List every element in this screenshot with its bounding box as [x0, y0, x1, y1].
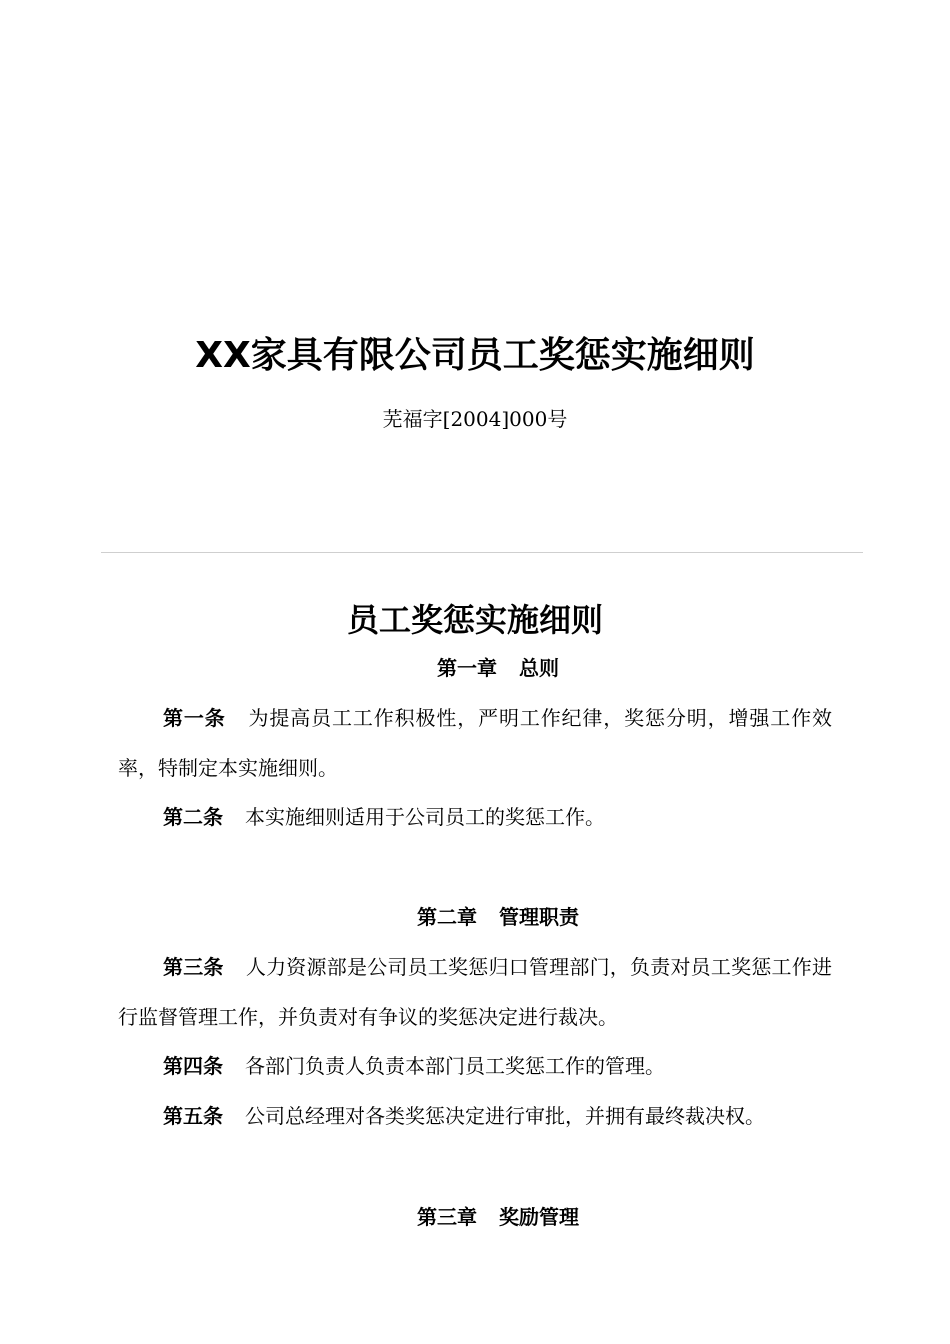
article-label: 第四条 — [163, 1054, 223, 1078]
chapter-label: 第二章 — [417, 905, 477, 929]
chapter-name: 奖励管理 — [499, 1205, 579, 1229]
article-text: 本实施细则适用于公司员工的奖惩工作。 — [245, 805, 605, 829]
article-label: 第一条 — [163, 706, 226, 730]
article-paragraph — [118, 942, 832, 1042]
article-label: 第三条 — [163, 955, 224, 979]
chapter-name: 管理职责 — [499, 905, 579, 929]
regulation-title: 员工奖惩实施细则 — [346, 601, 603, 639]
article-text: 人力资源部是公司员工奖惩归口管理部门，负责对员工奖惩工作进行监督管理工作，并负责对有争议的奖惩决定进行裁决。 — [118, 955, 832, 1029]
chapter-name: 总则 — [519, 656, 559, 680]
article-text: 各部门负责人负责本部门员工奖惩工作的管理。 — [245, 1054, 665, 1078]
article-label: 第五条 — [163, 1104, 223, 1128]
article-paragraph — [118, 792, 832, 842]
article-paragraph — [118, 1041, 832, 1091]
article-label: 第二条 — [163, 805, 223, 829]
page-divider — [101, 552, 863, 553]
article-text: 为提高员工工作积极性，严明工作纪律，奖惩分明，增强工作效率，特制定本实施细则。 — [118, 706, 833, 780]
document-number: 芜福字[2004]000号 — [382, 407, 568, 431]
chapter-label: 第一章 — [437, 656, 497, 680]
chapter-heading — [0, 653, 950, 683]
article-paragraph — [118, 1091, 832, 1141]
chapter-heading — [0, 902, 950, 932]
article-text: 公司总经理对各类奖惩决定进行审批，并拥有最终裁决权。 — [245, 1104, 765, 1128]
chapter-label: 第三章 — [417, 1205, 477, 1229]
document-title: XX家具有限公司员工奖惩实施细则 — [195, 335, 755, 376]
chapter-heading — [0, 1202, 950, 1232]
article-paragraph — [118, 693, 832, 793]
